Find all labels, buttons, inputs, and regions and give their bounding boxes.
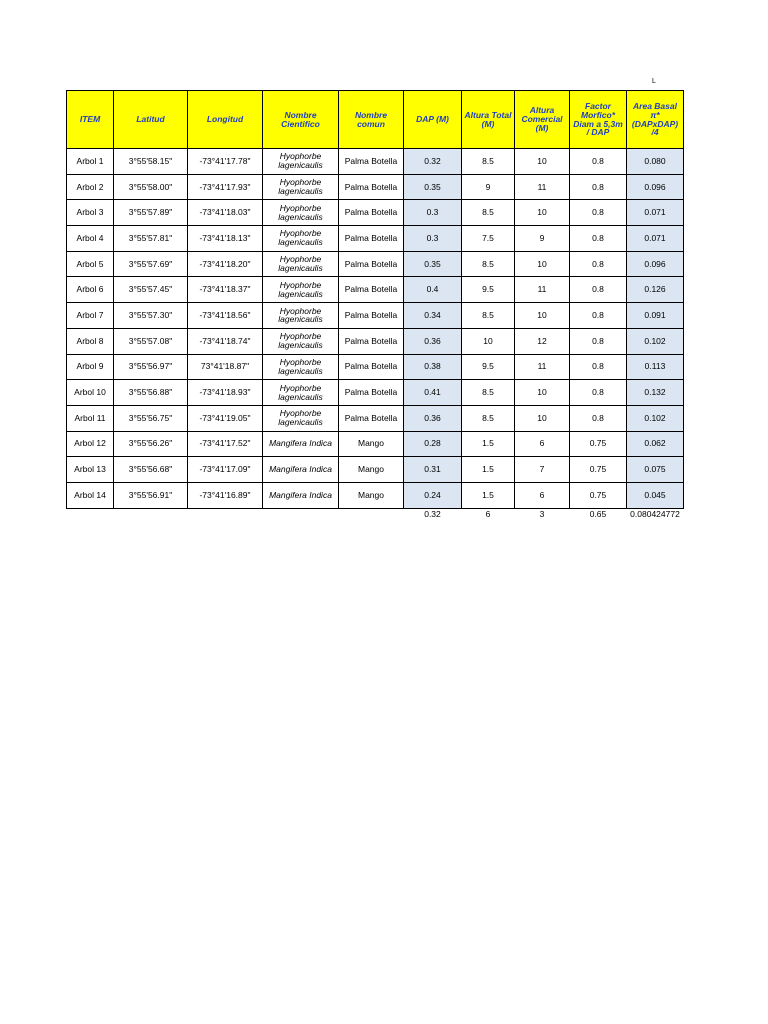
cell-longitud[interactable]: -73°41'16.89" xyxy=(188,482,263,508)
cell-nombre-comun[interactable]: Palma Botella xyxy=(339,303,404,329)
cell-latitud[interactable]: 3°55'57.08" xyxy=(114,328,188,354)
header-latitud[interactable]: Latitud xyxy=(114,91,188,149)
cell-longitud[interactable]: 73°41'18.87" xyxy=(188,354,263,380)
cell-latitud[interactable]: 3°55'57.45" xyxy=(114,277,188,303)
cell-nombre-cientifico[interactable]: Hyophorbe lagenicaulis xyxy=(263,354,339,380)
total-dap[interactable]: 0.32 xyxy=(424,508,441,519)
cell-altura-total[interactable]: 1.5 xyxy=(462,431,515,457)
totals-empty-cell xyxy=(188,508,263,534)
cell-longitud[interactable]: -73°41'17.09" xyxy=(188,457,263,483)
cell-nombre-cientifico[interactable]: Hyophorbe lagenicaulis xyxy=(263,226,339,252)
cell-altura-comercial[interactable]: 6 xyxy=(515,431,570,457)
cell-factor-morfico[interactable]: 0.8 xyxy=(570,251,627,277)
cell-altura-comercial[interactable]: 10 xyxy=(515,200,570,226)
cell-altura-comercial[interactable]: 10 xyxy=(515,149,570,175)
cell-area-basal[interactable]: 0.132 xyxy=(627,380,684,406)
cell-dap[interactable]: 0.36 xyxy=(404,405,462,431)
cell-nombre-comun[interactable]: Palma Botella xyxy=(339,328,404,354)
cell-area-basal[interactable]: 0.096 xyxy=(627,174,684,200)
cell-nombre-cientifico[interactable]: Mangifera Indica xyxy=(263,431,339,457)
cell-factor-morfico[interactable]: 0.8 xyxy=(570,226,627,252)
totals-empty-cell xyxy=(67,508,114,534)
table-row xyxy=(67,457,684,483)
cell-longitud[interactable]: -73°41'19.05" xyxy=(188,405,263,431)
cell-nombre-comun[interactable]: Palma Botella xyxy=(339,149,404,175)
cell-area-basal[interactable]: 0.075 xyxy=(627,457,684,483)
table-row xyxy=(67,482,684,508)
header-nombre-cientifico[interactable]: Nombre Cientifico xyxy=(263,91,339,149)
cell-dap[interactable]: 0.34 xyxy=(404,303,462,329)
cell-nombre-comun[interactable]: Palma Botella xyxy=(339,405,404,431)
cell-item[interactable]: Arbol 1 xyxy=(67,149,114,175)
cell-nombre-cientifico[interactable]: Hyophorbe lagenicaulis xyxy=(263,405,339,431)
table-row xyxy=(67,303,684,329)
cell-area-basal[interactable]: 0.091 xyxy=(627,303,684,329)
cell-altura-comercial[interactable]: 9 xyxy=(515,226,570,252)
header-factor-morfico[interactable]: Factor Morfico* Diam a 5,3m / DAP xyxy=(570,91,627,149)
cell-altura-total[interactable]: 1.5 xyxy=(462,457,515,483)
cell-item[interactable]: Arbol 8 xyxy=(67,328,114,354)
totals-empty-cell xyxy=(114,508,188,534)
cell-nombre-comun[interactable]: Mango xyxy=(339,482,404,508)
cell-factor-morfico[interactable]: 0.75 xyxy=(570,457,627,483)
cell-altura-total[interactable]: 8.5 xyxy=(462,303,515,329)
header-area-basal[interactable]: Area Basal π*(DAPxDAP) /4 xyxy=(627,91,684,149)
cell-factor-morfico[interactable]: 0.75 xyxy=(570,431,627,457)
cell-altura-total[interactable]: 9 xyxy=(462,174,515,200)
table-row xyxy=(67,380,684,406)
header-altura-total[interactable]: Altura Total (M) xyxy=(462,91,515,149)
cell-item[interactable]: Arbol 5 xyxy=(67,251,114,277)
cell-latitud[interactable]: 3°55'56.88" xyxy=(114,380,188,406)
cell-latitud[interactable]: 3°55'57.81" xyxy=(114,226,188,252)
cell-factor-morfico[interactable]: 0.8 xyxy=(570,303,627,329)
cell-dap[interactable]: 0.41 xyxy=(404,380,462,406)
cell-item[interactable]: Arbol 11 xyxy=(67,405,114,431)
cell-altura-comercial[interactable]: 10 xyxy=(515,251,570,277)
cell-altura-total[interactable]: 10 xyxy=(462,328,515,354)
cell-altura-comercial[interactable]: 12 xyxy=(515,328,570,354)
cell-altura-comercial[interactable]: 10 xyxy=(515,405,570,431)
cell-altura-total[interactable]: 1.5 xyxy=(462,482,515,508)
cell-latitud[interactable]: 3°55'56.97" xyxy=(114,354,188,380)
header-nombre-comun[interactable]: Nombre comun xyxy=(339,91,404,149)
cell-nombre-comun[interactable]: Mango xyxy=(339,457,404,483)
cell-longitud[interactable]: -73°41'18.20" xyxy=(188,251,263,277)
cell-factor-morfico[interactable]: 0.75 xyxy=(570,482,627,508)
cell-longitud[interactable]: -73°41'18.03" xyxy=(188,200,263,226)
cell-nombre-cientifico[interactable]: Hyophorbe lagenicaulis xyxy=(263,380,339,406)
cell-factor-morfico[interactable]: 0.8 xyxy=(570,380,627,406)
cell-nombre-cientifico[interactable]: Hyophorbe lagenicaulis xyxy=(263,251,339,277)
cell-altura-comercial[interactable]: 11 xyxy=(515,277,570,303)
cell-altura-total[interactable]: 8.5 xyxy=(462,149,515,175)
cell-latitud[interactable]: 3°55'56.26" xyxy=(114,431,188,457)
cell-nombre-comun[interactable]: Mango xyxy=(339,431,404,457)
cell-altura-total[interactable]: 9.5 xyxy=(462,277,515,303)
cell-item[interactable]: Arbol 13 xyxy=(67,457,114,483)
cell-altura-comercial[interactable]: 7 xyxy=(515,457,570,483)
cell-item[interactable]: Arbol 4 xyxy=(67,226,114,252)
cell-item[interactable]: Arbol 3 xyxy=(67,200,114,226)
table-row xyxy=(67,226,684,252)
cell-longitud[interactable]: -73°41'18.37" xyxy=(188,277,263,303)
cell-area-basal[interactable]: 0.126 xyxy=(627,277,684,303)
cell-latitud[interactable]: 3°55'57.89" xyxy=(114,200,188,226)
cell-dap[interactable]: 0.4 xyxy=(404,277,462,303)
table-row xyxy=(67,405,684,431)
cell-latitud[interactable]: 3°55'57.69" xyxy=(114,251,188,277)
cell-nombre-cientifico[interactable]: Mangifera Indica xyxy=(263,482,339,508)
header-item[interactable]: ITEM xyxy=(67,91,114,149)
cell-latitud[interactable]: 3°55'58.00" xyxy=(114,174,188,200)
cell-item[interactable]: Arbol 12 xyxy=(67,431,114,457)
cell-latitud[interactable]: 3°55'58.15" xyxy=(114,149,188,175)
cell-latitud[interactable]: 3°55'56.75" xyxy=(114,405,188,431)
cell-altura-total[interactable]: 8.5 xyxy=(462,200,515,226)
cell-dap[interactable]: 0.28 xyxy=(404,431,462,457)
cell-area-basal[interactable]: 0.096 xyxy=(627,251,684,277)
cell-factor-morfico[interactable]: 0.8 xyxy=(570,200,627,226)
cell-dap[interactable]: 0.38 xyxy=(404,354,462,380)
table-row xyxy=(67,174,684,200)
cell-factor-morfico[interactable]: 0.8 xyxy=(570,354,627,380)
cell-altura-total[interactable]: 8.5 xyxy=(462,405,515,431)
cell-area-basal[interactable]: 0.045 xyxy=(627,482,684,508)
table-row xyxy=(67,200,684,226)
cell-dap[interactable]: 0.35 xyxy=(404,251,462,277)
cell-altura-total[interactable]: 8.5 xyxy=(462,380,515,406)
total-area-basal[interactable]: 0.080424772 xyxy=(630,508,680,519)
cell-nombre-cientifico[interactable]: Hyophorbe lagenicaulis xyxy=(263,303,339,329)
corner-mark: L xyxy=(652,78,656,85)
cell-factor-morfico[interactable]: 0.8 xyxy=(570,149,627,175)
cell-nombre-cientifico[interactable]: Hyophorbe lagenicaulis xyxy=(263,174,339,200)
cell-nombre-comun[interactable]: Palma Botella xyxy=(339,174,404,200)
cell-altura-total[interactable]: 7.5 xyxy=(462,226,515,252)
cell-nombre-cientifico[interactable]: Hyophorbe lagenicaulis xyxy=(263,277,339,303)
table-row xyxy=(67,354,684,380)
cell-area-basal[interactable]: 0.080 xyxy=(627,149,684,175)
table-row xyxy=(67,431,684,457)
cell-dap[interactable]: 0.35 xyxy=(404,174,462,200)
cell-dap[interactable]: 0.31 xyxy=(404,457,462,483)
cell-item[interactable]: Arbol 2 xyxy=(67,174,114,200)
cell-nombre-comun[interactable]: Palma Botella xyxy=(339,354,404,380)
cell-item[interactable]: Arbol 6 xyxy=(67,277,114,303)
header-row xyxy=(67,91,684,149)
header-altura-comercial[interactable]: Altura Comercial (M) xyxy=(515,91,570,149)
cell-factor-morfico[interactable]: 0.8 xyxy=(570,277,627,303)
cell-nombre-comun[interactable]: Palma Botella xyxy=(339,277,404,303)
cell-dap[interactable]: 0.24 xyxy=(404,482,462,508)
cell-nombre-comun[interactable]: Palma Botella xyxy=(339,226,404,252)
total-altura-total[interactable]: 6 xyxy=(485,508,491,519)
cell-longitud[interactable]: -73°41'17.78" xyxy=(188,149,263,175)
cell-longitud[interactable]: -73°41'17.52" xyxy=(188,431,263,457)
cell-longitud[interactable]: -73°41'18.74" xyxy=(188,328,263,354)
header-dap[interactable]: DAP (M) xyxy=(404,91,462,149)
header-longitud[interactable]: Longitud xyxy=(188,91,263,149)
cell-nombre-comun[interactable]: Palma Botella xyxy=(339,251,404,277)
cell-nombre-comun[interactable]: Palma Botella xyxy=(339,380,404,406)
table-row xyxy=(67,251,684,277)
table-body xyxy=(67,149,684,535)
cell-item[interactable]: Arbol 14 xyxy=(67,482,114,508)
total-factor-morfico[interactable]: 0.65 xyxy=(589,508,607,519)
cell-altura-comercial[interactable]: 6 xyxy=(515,482,570,508)
cell-area-basal[interactable]: 0.071 xyxy=(627,200,684,226)
cell-factor-morfico[interactable]: 0.8 xyxy=(570,405,627,431)
cell-dap[interactable]: 0.3 xyxy=(404,226,462,252)
cell-dap[interactable]: 0.32 xyxy=(404,149,462,175)
cell-longitud[interactable]: -73°41'18.93" xyxy=(188,380,263,406)
total-altura-comercial[interactable]: 3 xyxy=(539,508,545,519)
cell-item[interactable]: Arbol 9 xyxy=(67,354,114,380)
table-row xyxy=(67,277,684,303)
totals-empty-cell xyxy=(263,508,339,534)
cell-area-basal[interactable]: 0.102 xyxy=(627,405,684,431)
cell-area-basal[interactable]: 0.113 xyxy=(627,354,684,380)
cell-nombre-cientifico[interactable]: Hyophorbe lagenicaulis xyxy=(263,200,339,226)
cell-altura-comercial[interactable]: 10 xyxy=(515,303,570,329)
cell-altura-total[interactable]: 8.5 xyxy=(462,251,515,277)
cell-item[interactable]: Arbol 7 xyxy=(67,303,114,329)
cell-longitud[interactable]: -73°41'17.93" xyxy=(188,174,263,200)
cell-area-basal[interactable]: 0.062 xyxy=(627,431,684,457)
cell-altura-comercial[interactable]: 10 xyxy=(515,380,570,406)
cell-factor-morfico[interactable]: 0.8 xyxy=(570,174,627,200)
cell-nombre-cientifico[interactable]: Hyophorbe lagenicaulis xyxy=(263,149,339,175)
cell-altura-total[interactable]: 9.5 xyxy=(462,354,515,380)
cell-longitud[interactable]: -73°41'18.13" xyxy=(188,226,263,252)
cell-dap[interactable]: 0.3 xyxy=(404,200,462,226)
cell-dap[interactable]: 0.36 xyxy=(404,328,462,354)
cell-area-basal[interactable]: 0.102 xyxy=(627,328,684,354)
cell-latitud[interactable]: 3°55'56.68" xyxy=(114,457,188,483)
cell-altura-comercial[interactable]: 11 xyxy=(515,174,570,200)
cell-item[interactable]: Arbol 10 xyxy=(67,380,114,406)
cell-nombre-cientifico[interactable]: Mangifera Indica xyxy=(263,457,339,483)
totals-row xyxy=(67,508,684,534)
cell-nombre-comun[interactable]: Palma Botella xyxy=(339,200,404,226)
cell-longitud[interactable]: -73°41'18.56" xyxy=(188,303,263,329)
table-row xyxy=(67,149,684,175)
cell-latitud[interactable]: 3°55'57.30" xyxy=(114,303,188,329)
table-row xyxy=(67,328,684,354)
totals-empty-cell xyxy=(339,508,404,534)
cell-area-basal[interactable]: 0.071 xyxy=(627,226,684,252)
cell-nombre-cientifico[interactable]: Hyophorbe lagenicaulis xyxy=(263,328,339,354)
cell-altura-comercial[interactable]: 11 xyxy=(515,354,570,380)
cell-latitud[interactable]: 3°55'56.91" xyxy=(114,482,188,508)
cell-factor-morfico[interactable]: 0.8 xyxy=(570,328,627,354)
tree-inventory-table xyxy=(66,90,684,534)
